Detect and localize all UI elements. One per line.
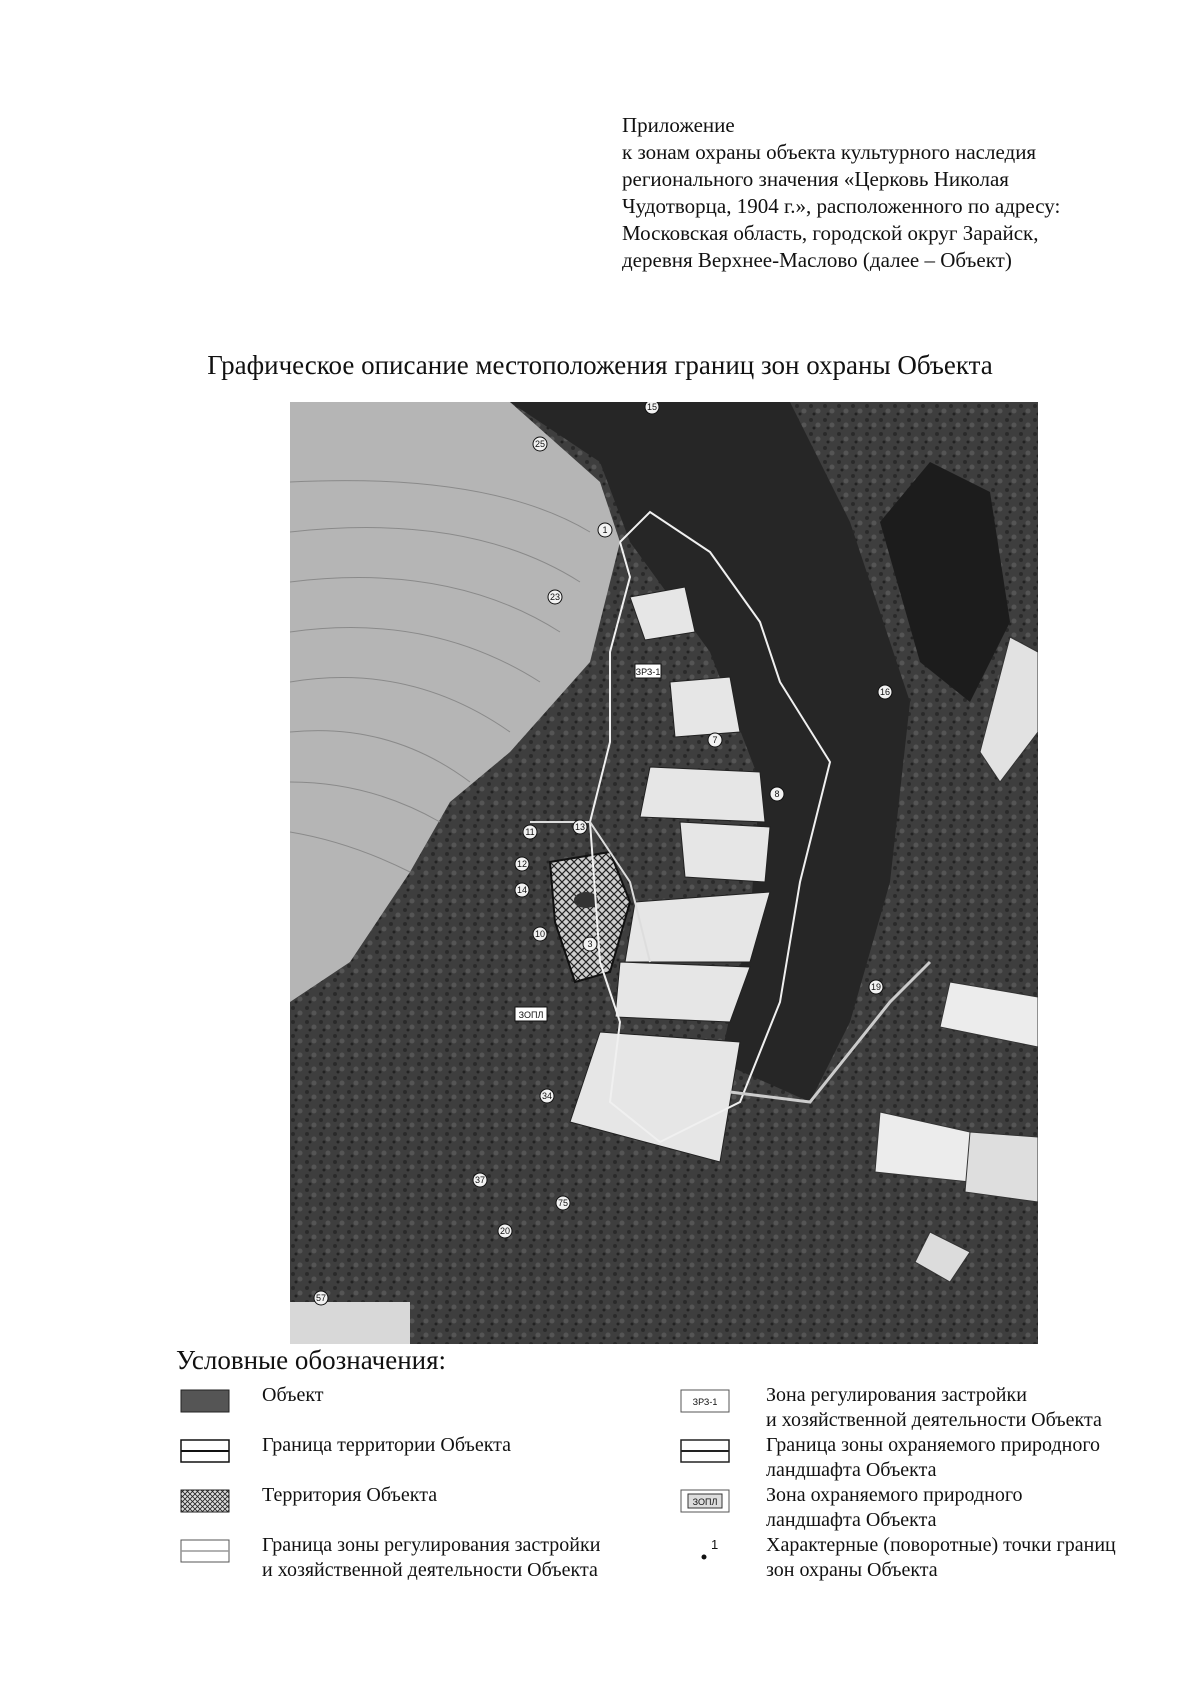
svg-text:1: 1 [711,1539,719,1552]
appendix-line: Приложение [622,113,735,137]
point-swatch [680,1539,730,1563]
svg-text:ЗОПЛ: ЗОПЛ [692,1497,718,1507]
map-image [290,402,1038,1344]
point-label: 8 [774,789,780,799]
point-label: 15 [646,402,658,412]
point-label: 23 [549,592,561,602]
point-label: 16 [879,687,891,697]
legend-label: Граница зоны охраняемого природного [766,1434,1101,1456]
point-label: 3 [587,939,593,949]
object-swatch [180,1389,230,1413]
legend-label: Характерные (поворотные) точки границ [766,1534,1116,1556]
svg-text:ЗОПЛ: ЗОПЛ [518,1010,544,1020]
legend-label: ландшафта Объекта [766,1509,937,1531]
light-patch [290,1302,410,1344]
point-label: 37 [474,1175,486,1185]
legend-label: ландшафта Объекта [766,1459,937,1481]
appendix-line: к зонам охраны объекта культурного наследия [622,140,1037,164]
legend-label: Зона регулирования застройки [766,1384,1027,1406]
svg-text:ЗРЗ-1: ЗРЗ-1 [692,1397,718,1407]
territory-boundary-swatch [180,1439,230,1463]
appendix-note [622,112,1162,274]
point-label: 34 [541,1091,553,1101]
legend-label: и хозяйственной деятельности Объекта [262,1559,598,1581]
point-label: 14 [516,885,528,895]
hatch-swatch [180,1489,230,1513]
point-label: 75 [557,1198,569,1208]
legend-label: зон охраны Объекта [766,1559,938,1581]
point-label: 12 [516,859,528,869]
point-label: 13 [574,822,586,832]
legend-title: Условные обозначения: [176,1345,447,1375]
point-label: 10 [534,929,546,939]
zopl-swatch [680,1489,730,1513]
legend-label: Граница территории Объекта [262,1434,512,1456]
point-label: 11 [525,827,535,837]
point-label: 19 [870,982,882,992]
appendix-line: Чудотворца, 1904 г.», расположенного по адресу: [622,194,1061,218]
legend-label: и хозяйственной деятельности Объекта [766,1409,1102,1431]
map-svg [290,402,1038,1344]
legend-label: Зона охраняемого природного [766,1484,1023,1506]
appendix-line: деревня Верхнее-Маслово (далее – Объект) [622,248,1012,272]
point-label: 1 [602,525,608,535]
building [965,1132,1038,1202]
page-title: Графическое описание местоположения границ зон охраны Объекта [207,350,993,380]
zrz-swatch [680,1389,730,1413]
zrz-label [635,664,661,678]
legend-label: Граница зоны регулирования застройки [262,1534,601,1556]
appendix-line: Московская область, городской округ Зарайск, [622,221,1039,245]
point-label: 57 [315,1293,327,1303]
point-label: 7 [712,735,718,745]
point-label: 25 [534,439,546,449]
svg-text:ЗРЗ-1: ЗРЗ-1 [635,667,661,677]
zrz-boundary-swatch [180,1539,230,1563]
legend-label: Территория Объекта [262,1484,438,1506]
zopl-label [515,1007,547,1021]
point-label: 20 [499,1226,511,1236]
legend-label: Объект [262,1384,324,1406]
zopl-boundary-swatch [680,1439,730,1463]
appendix-line: регионального значения «Церковь Николая [622,167,1009,191]
